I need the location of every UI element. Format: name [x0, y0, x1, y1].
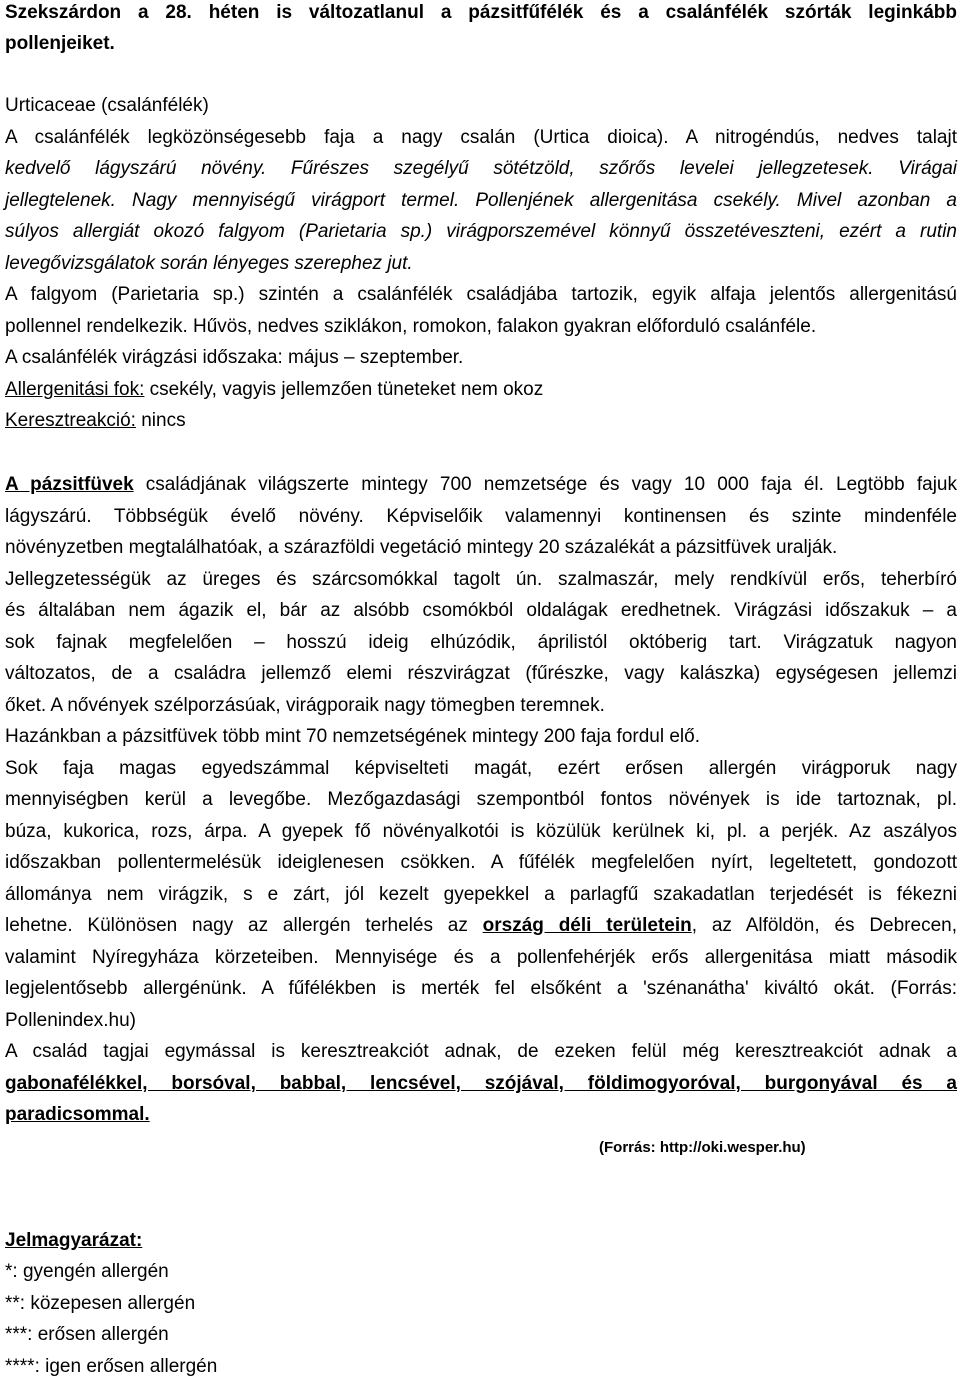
allergenicity-line	[5, 379, 957, 401]
grasses-line-8: őket. A nővények szélporzásúak, virágporaik nagy tömegben teremnek.	[5, 695, 605, 716]
grasses-line-16: valamint Nyíregyháza körzeteiben. Mennyisége és a pollenfehérjék erős allergenitása miatt második	[5, 947, 957, 968]
cross-reaction-value: nincs	[135, 410, 186, 431]
grasses-line-14: állománya nem virágzik, s e zárt, jól kezelt gyepekkel a parlagfű szakadatlan terjedését is fékezni	[5, 884, 957, 905]
urticaceae-line-3: jellegtelenek. Nagy mennyiségű virágport termel. Pollenjének allergenitása csekély. Mivel azonban a	[5, 190, 957, 211]
legend-item: *: gyengén allergén	[5, 1261, 169, 1282]
source-citation: (Forrás: http://oki.wesper.hu)	[599, 1139, 806, 1156]
urticaceae-line-4: súlyos allergiát okozó falgyom (Parietaria sp.) virágporszemével könnyű összetéveszteni, ezért a rutin	[5, 221, 957, 242]
grasses-line-6: sok fajnak megfelelően – hosszú ideig elhúzódik, áprilistól októberig tart. Virágzatuk nagyon	[5, 632, 957, 653]
urticaceae-line-8: A csalánfélék virágzási időszaka: május – szeptember.	[5, 347, 464, 368]
grasses-line-18: Pollenindex.hu)	[5, 1010, 136, 1031]
urticaceae-line-6: A falgyom (Parietaria sp.) szintén a csalánfélék családjába tartozik, egyik alfaja jelentős allergenitású	[5, 284, 957, 305]
intro-line-2: pollenjeiket.	[5, 33, 115, 54]
grasses-line-7: változatos, de a családra jellemző elemi részvirágzat (fűrészke, vagy kalászka) egységesen jellemzi	[5, 663, 957, 684]
grasses-line-1-rest: családjának világszerte mintegy 700 nemzetsége és vagy 10 000 faja él. Legtöbb fajuk	[133, 474, 957, 495]
grasses-line-15-post: , az Alföldön, és Debrecen,	[691, 915, 957, 936]
urticaceae-heading: Urticaceae (csalánfélék)	[5, 95, 209, 116]
grasses-line-15-pre: lehetne. Különösen nagy az allergén terhelés az	[5, 915, 483, 936]
southern-regions-emphasis: ország déli területein	[482, 915, 692, 936]
cross-reaction-label: Keresztreakció:	[5, 410, 136, 431]
grasses-line-17: legjelentősebb allergénünk. A fűfélékben is merték fel elsőként a 'szénanátha' kiváltó okát. (Forrás:	[5, 978, 957, 999]
grasses-cross-reaction-list: gabonafélékkel, borsóval, babbal, lencsével, szójával, földimogyoróval, burgonyával és a	[5, 1073, 957, 1094]
urticaceae-line-1: A csalánfélék legközönségesebb faja a nagy csalán (Urtica dioica). A nitrogéndús, nedves talajt	[5, 127, 957, 148]
urticaceae-line-7: pollennel rendelkezik. Hűvös, nedves sziklákon, romokon, falakon gyakran előforduló csalánféle.	[5, 316, 817, 337]
grasses-line-1	[5, 474, 957, 496]
grasses-line-10: Sok faja magas egyedszámmal képviselteti magát, ezért erősen allergén virágporuk nagy	[5, 758, 957, 779]
grasses-line-5: és általában nem ágazik el, bár az alsóbb csomókból oldalágak eredhetnek. Virágzási időszakuk – a	[5, 600, 957, 621]
grasses-line-15	[5, 915, 957, 937]
intro-line-1: Szekszárdon a 28. héten is változatlanul a pázsitfűfélék és a csalánfélék szórták leginkább	[5, 2, 957, 23]
legend-item: ****: igen erősen allergén	[5, 1356, 218, 1377]
grasses-line-13: időszakban pollentermelésük ideiglenesen csökken. A fűfélék megfelelően nyírt, legeltetett, gondozott	[5, 852, 957, 873]
grasses-line-19: A család tagjai egymással is keresztreakciót adnak, de ezeken felül még keresztreakciót adnak a	[5, 1041, 957, 1062]
allergenicity-value: csekély, vagyis jellemzően tüneteket nem okoz	[144, 379, 544, 400]
urticaceae-line-2: kedvelő lágyszárú növény. Fűrészes szegélyű sötétzöld, szőrős levelei jellegzetesek. Virágai	[5, 158, 957, 179]
grasses-cross-reaction-list-end: paradicsommal.	[5, 1104, 150, 1125]
grasses-line-9: Hazánkban a pázsitfüvek több mint 70 nemzetségének mintegy 200 faja fordul elő.	[5, 726, 700, 747]
urticaceae-line-5: levegővizsgálatok során lényeges szerephez jut.	[5, 253, 413, 274]
cross-reaction-line	[5, 410, 957, 432]
grasses-line-4: Jellegzetességük az üreges és szárcsomókkal tagolt ún. szalmaszár, mely rendkívül erős, teherbíró	[5, 569, 957, 590]
grasses-line-2: lágyszárú. Többségük évelő növény. Képviselőik valamennyi kontinensen és szinte mindenféle	[5, 506, 957, 527]
grasses-line-3: növényzetben megtalálhatóak, a szárazföldi vegetáció mintegy 20 százalékát a pázsitfüvek uralják.	[5, 537, 838, 558]
grasses-heading: A pázsitfüvek	[5, 474, 134, 495]
legend-item: ***: erősen allergén	[5, 1324, 169, 1345]
allergenicity-label: Allergenitási fok:	[5, 379, 145, 400]
legend-item: **: közepesen allergén	[5, 1293, 196, 1314]
grasses-line-11: mennyiségben kerül a levegőbe. Mezőgazdasági szempontból fontos növények is ide tartoznak, pl.	[5, 789, 957, 810]
legend-heading: Jelmagyarázat:	[5, 1230, 143, 1251]
grasses-line-12: búza, kukorica, rozs, árpa. A gyepek fő növényalkotói is közülük kerülnek ki, pl. a perjék. Az aszályos	[5, 821, 957, 842]
